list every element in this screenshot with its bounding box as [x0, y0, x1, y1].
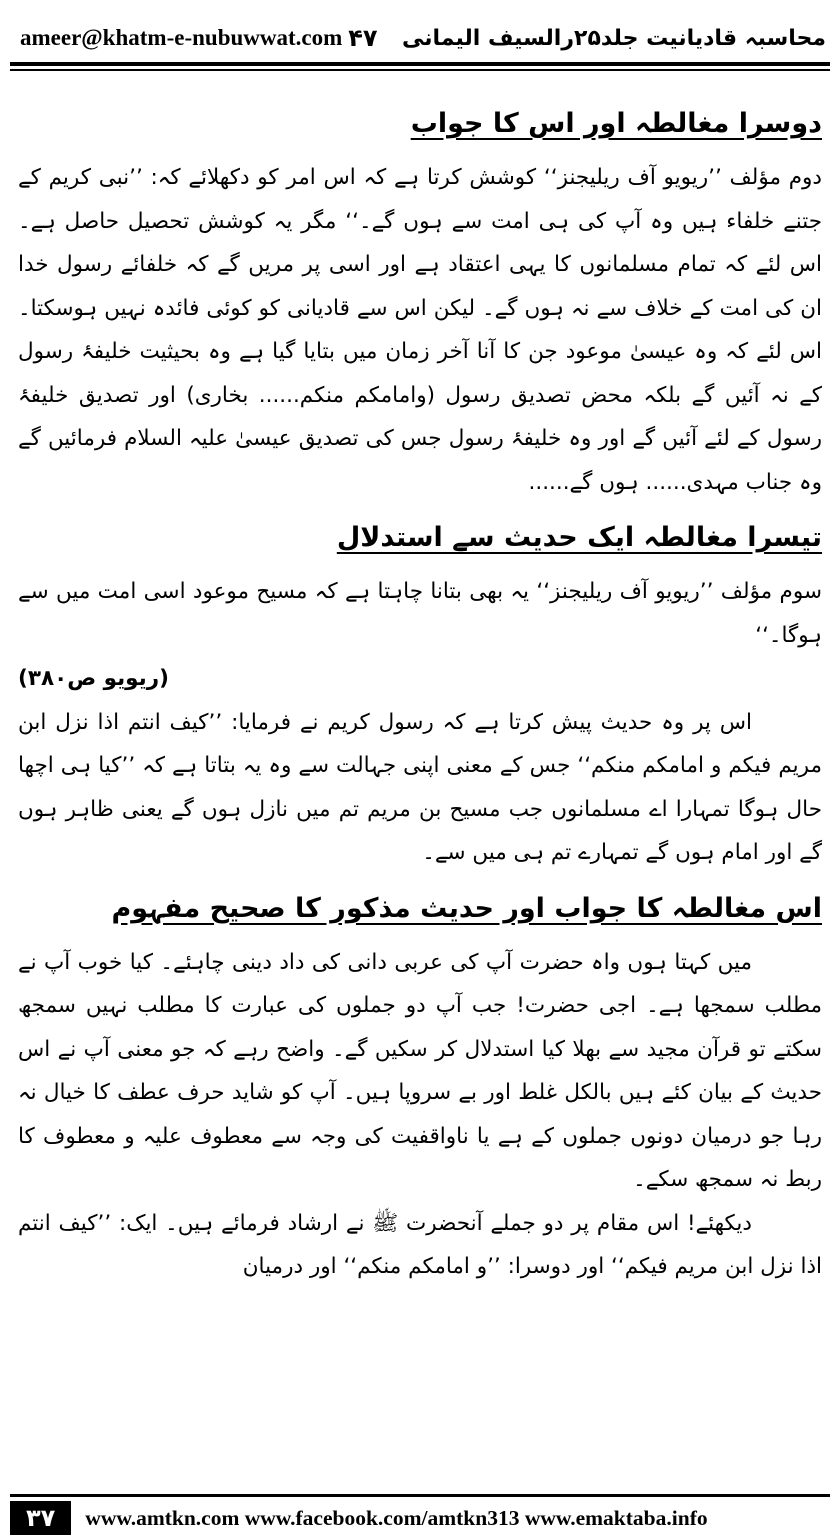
section-heading-third-fallacy: تیسرا مغالطہ ایک حدیث سے استدلال	[336, 522, 822, 553]
header-divider-thick	[10, 62, 830, 66]
footer-links[interactable]: www.amtkn.com www.facebook.com/amtkn313 www.emaktaba.info	[85, 1505, 708, 1530]
section-paragraph-third-fallacy: سوم مؤلف ’’ریویو آف ریلیجنز‘‘ یہ بھی بتانا چاہتا ہے کہ مسیح موعود اسی امت میں سے ہوگا۔‘‘	[18, 579, 822, 648]
header-page-number: ۴۷	[348, 24, 378, 52]
section-paragraph-answer-continued: دیکھئے! اس مقام پر دو جملے آنحضرت ﷺ نے ارشاد فرمائے ہیں۔ ایک: ’’کیف انتم اذا نزل ابن مریم فیکم‘‘ اور دوسرا: ’’و امامکم منکم‘‘ اور درمیان	[18, 1210, 822, 1279]
footer-divider	[10, 1494, 830, 1497]
section-paragraph-hadith: اس پر وہ حدیث پیش کرتا ہے کہ رسول کریم نے فرمایا: ’’کیف انتم اذا نزل ابن مریم فیکم و امامکم منکم‘‘ جس کے معنی اپنی جہالت سے وہ یہ بتاتا ہے کہ ’’کیا ہی اچھا حال ہوگا تمہارا اے مسلمانوں جب مسیح بن مریم تم میں نازل ہوں گے یعنی ظاہر ہوں گے اور امام ہوں گے تمہارے تم ہی میں سے۔	[18, 709, 822, 865]
page-header	[20, 18, 826, 58]
reference-line	[18, 657, 822, 701]
header-divider-thin	[10, 69, 830, 71]
footer-page-number: ۳۷	[10, 1501, 71, 1535]
section-paragraph-answer: میں کہتا ہوں واہ حضرت آپ کی عربی دانی کی داد دینی چاہئے۔ کیا خوب آپ نے مطلب سمجھا ہے۔ اجی حضرت! جب آپ دو جملوں کی عبارت کا مطلب نہیں سمجھ سکتے تو قرآن مجید سے بھلا کیا استدلال کر سکیں گے۔ واضح رہے کہ جو معنی آپ نے اس حدیث کے بیان کئے ہیں بالکل غلط اور بے سروپا ہیں۔ آپ کو شاید حرف عطف کا خیال نہ رہا جو درمیان دونوں جملوں کے ہے یا ناواقفیت کی وجہ سے معطوف علیہ و معطوف کا ربط نہ سمجھ سکے۔	[18, 949, 822, 1192]
header-email[interactable]: ameer@khatm-e-nubuwwat.com	[20, 25, 343, 50]
reference-citation: (ریویو ص۳۸۰)	[18, 666, 169, 691]
section-paragraph-second-fallacy: دوم مؤلف ’’ریویو آف ریلیجنز‘‘ کوشش کرتا ہے کہ اس امر کو دکھلائے کہ: ’’نبی کریم کے جتنے خلفاء ہیں وہ آپ کی ہی امت سے ہوں گے۔‘‘ مگر یہ کوشش تحصیل حاصل ہے۔ اس لئے کہ تمام مسلمانوں کا یہی اعتقاد ہے اور اسی پر مریں گے کہ خلفائے رسول خدا ان کی امت کے خلاف سے نہ ہوں گے۔ لیکن اس سے قادیانی کو کوئی فائدہ نہیں ہوسکتا۔ اس لئے کہ وہ عیسیٰ موعود جن کا آنا آخر زمان میں بتایا گیا ہے وہ بحیثیت خلیفۂ رسول کے نہ آئیں گے بلکہ محض تصدیق رسول (وامامکم منکم...... بخاری) اور تصدیق خلیفۂ رسول کے لئے آئیں گے اور وہ خلیفۂ رسول جس کی تصدیق عیسیٰ علیہ السلام فرمائیں گے وہ جناب مہدی...... ہوں گے......	[18, 165, 822, 495]
section-heading-second-fallacy: دوسرا مغالطہ اور اس کا جواب	[410, 108, 822, 139]
header-book-title: محاسبہ قادیانیت جلد۲۵رالسیف الیمانی	[402, 25, 826, 51]
page-content	[18, 102, 822, 1289]
section-heading-answer: اس مغالطہ کا جواب اور حدیث مذکور کا صحیح مفہوم	[111, 892, 822, 924]
header-left	[20, 24, 378, 52]
page-footer	[10, 1500, 830, 1536]
